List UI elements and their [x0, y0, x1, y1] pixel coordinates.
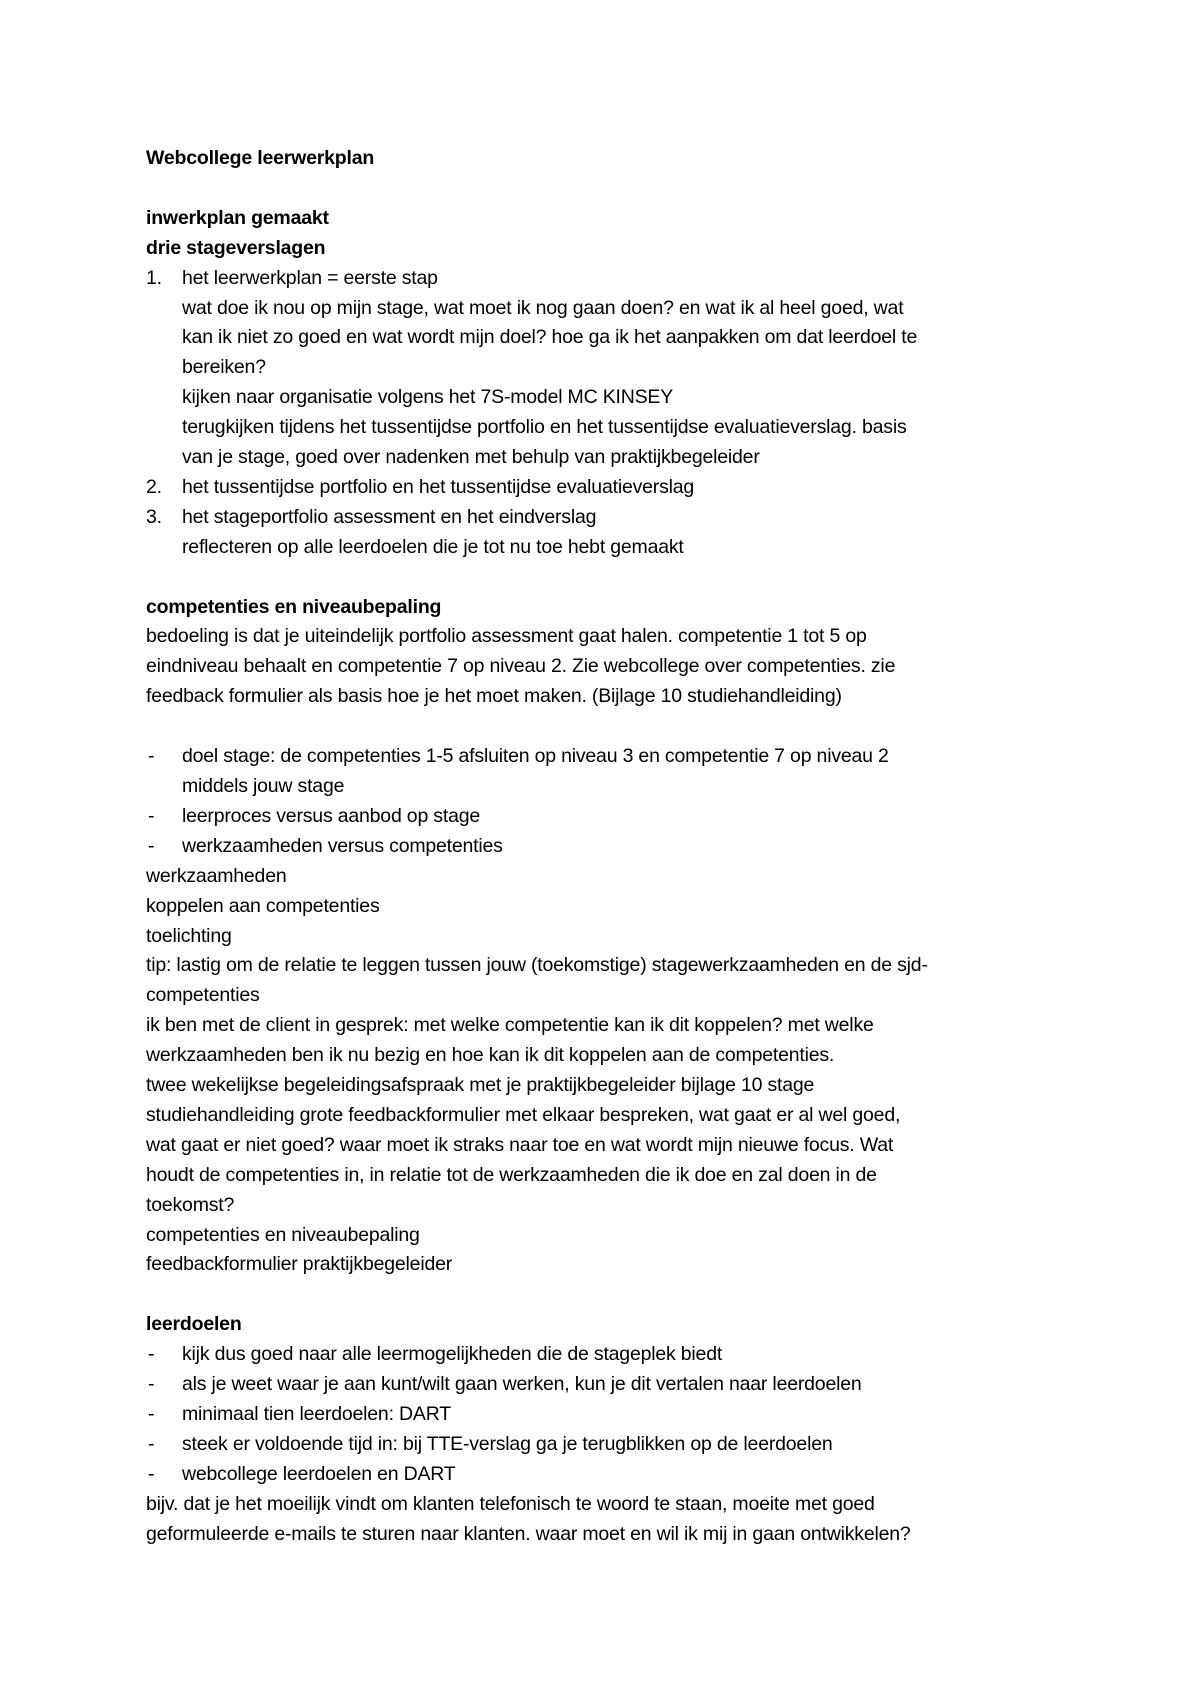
list-item-text: het leerwerkplan = eerste stap: [182, 266, 438, 289]
bullet-dash: -: [148, 1432, 155, 1455]
paragraph-line: koppelen aan competenties: [146, 894, 380, 917]
spacer: [146, 1280, 1066, 1310]
paragraph-line: feedbackformulier praktijkbegeleider: [146, 1253, 453, 1276]
paragraph-line: werkzaamheden ben ik nu bezig en hoe kan ik dit koppelen aan de competenties.: [146, 1044, 835, 1067]
paragraph-line: bijv. dat je het moeilijk vindt om klanten telefonisch te woord te staan, moeite met goed: [146, 1492, 875, 1515]
paragraph-line: bedoeling is dat je uiteindelijk portfolio assessment gaat halen. competentie 1 tot 5 op: [146, 625, 867, 648]
list-item-text: doel stage: de competenties 1-5 afsluiten op niveau 3 en competentie 7 op niveau 2: [182, 745, 889, 768]
spacer: [146, 712, 1066, 742]
numbered-item-3: [146, 503, 1066, 563]
bullet-item: [146, 742, 1066, 802]
numbered-item-1: [146, 264, 1066, 473]
bullet-item: [146, 832, 1066, 862]
paragraph-line: competenties en niveaubepaling: [146, 1223, 420, 1246]
bullet-item: [146, 1340, 1066, 1370]
bullet-item: [146, 1400, 1066, 1430]
paragraph-line: tip: lastig om de relatie te leggen tussen jouw (toekomstige) stagewerkzaamheden en de sjd-: [146, 954, 928, 977]
spacer: [146, 174, 1066, 204]
list-item-text: van je stage, goed over nadenken met behulp van praktijkbegeleider: [182, 446, 760, 469]
list-item-text: reflecteren op alle leerdoelen die je tot nu toe hebt gemaakt: [182, 535, 684, 558]
paragraph-line: twee wekelijkse begeleidingsafspraak met je praktijkbegeleider bijlage 10 stage: [146, 1074, 815, 1097]
list-item-text: kijk dus goed naar alle leermogelijkheden die de stageplek biedt: [182, 1343, 723, 1366]
document-body: [146, 144, 1066, 1550]
list-item-text: kijken naar organisatie volgens het 7S-model MC KINSEY: [182, 386, 674, 409]
list-number: 1.: [146, 266, 162, 289]
heading-inwerkplan: inwerkplan gemaakt: [146, 206, 329, 229]
list-item-text: steek er voldoende tijd in: bij TTE-verslag ga je terugblikken op de leerdoelen: [182, 1432, 833, 1455]
list-item-text: het tussentijdse portfolio en het tussentijdse evaluatieverslag: [182, 475, 695, 498]
bullet-dash: -: [148, 745, 155, 768]
document-title: Webcollege leerwerkplan: [146, 147, 375, 169]
list-item-text: leerproces versus aanbod op stage: [182, 804, 481, 827]
paragraph-line: geformuleerde e-mails te sturen naar klanten. waar moet en wil ik mij in gaan ontwikkelen?: [146, 1522, 911, 1545]
list-number: 3.: [146, 505, 162, 528]
paragraph-line: feedback formulier als basis hoe je het moet maken. (Bijlage 10 studiehandleiding): [146, 685, 842, 708]
bullet-dash: -: [148, 1462, 155, 1485]
bullet-item: [146, 1430, 1066, 1460]
heading-leerdoelen: leerdoelen: [146, 1313, 242, 1336]
bullet-item: [146, 802, 1066, 832]
list-item-text: webcollege leerdoelen en DART: [182, 1462, 456, 1485]
list-item-text: wat doe ik nou op mijn stage, wat moet ik nog gaan doen? en wat ik al heel goed, wat: [182, 296, 904, 319]
list-item-text: middels jouw stage: [182, 774, 345, 797]
paragraph-line: toelichting: [146, 924, 232, 947]
paragraph-line: ik ben met de client in gesprek: met welke competentie kan ik dit koppelen? met welke: [146, 1014, 874, 1037]
paragraph-line: toekomst?: [146, 1193, 235, 1216]
bullet-item: [146, 1370, 1066, 1400]
paragraph-line: eindniveau behaalt en competentie 7 op niveau 2. Zie webcollege over competenties. zie: [146, 655, 896, 678]
bullet-dash: -: [148, 1343, 155, 1366]
list-item-text: werkzaamheden versus competenties: [182, 834, 503, 857]
list-item-text: kan ik niet zo goed en wat wordt mijn doel? hoe ga ik het aanpakken om dat leerdoel te: [182, 326, 918, 349]
list-item-text: bereiken?: [182, 356, 266, 379]
heading-competenties: competenties en niveaubepaling: [146, 595, 442, 618]
bullet-dash: -: [148, 1373, 155, 1396]
paragraph-line: houdt de competenties in, in relatie tot de werkzaamheden die ik doe en zal doen in de: [146, 1163, 877, 1186]
paragraph-line: werkzaamheden: [146, 864, 287, 887]
list-item-text: terugkijken tijdens het tussentijdse portfolio en het tussentijdse evaluatieverslag. basis: [182, 416, 907, 439]
paragraph-line: competenties: [146, 984, 260, 1007]
bullet-item: [146, 1460, 1066, 1490]
paragraph-line: studiehandleiding grote feedbackformulier met elkaar bespreken, wat gaat er al wel goed,: [146, 1103, 901, 1126]
bullet-dash: -: [148, 804, 155, 827]
bullet-dash: -: [148, 1403, 155, 1425]
list-item-text: minimaal tien leerdoelen: DART: [182, 1403, 451, 1425]
list-item-text: als je weet waar je aan kunt/wilt gaan werken, kun je dit vertalen naar leerdoelen: [182, 1373, 862, 1396]
spacer: [146, 563, 1066, 593]
paragraph-line: wat gaat er niet goed? waar moet ik straks naar toe en wat wordt mijn nieuwe focus. Wat: [146, 1133, 894, 1156]
numbered-item-2: [146, 473, 1066, 503]
list-item-text: het stageportfolio assessment en het eindverslag: [182, 505, 597, 528]
bullet-dash: -: [148, 834, 155, 857]
list-number: 2.: [146, 475, 162, 498]
heading-stageverslagen: drie stageverslagen: [146, 236, 326, 259]
